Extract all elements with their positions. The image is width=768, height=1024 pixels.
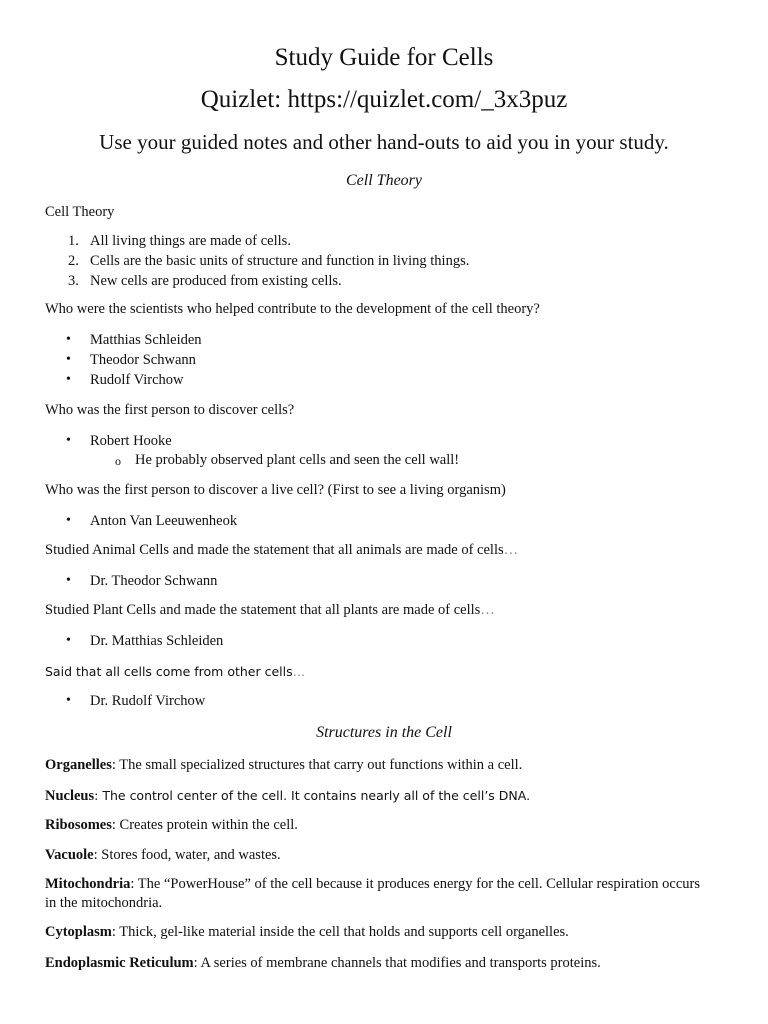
bullet-icon: • [66,352,71,367]
bullet-icon: • [66,372,71,387]
section-heading-structures: Structures in the Cell [316,724,452,741]
term-label: Organelles [45,757,112,773]
term-endoplasmic-reticulum [45,954,705,973]
bullet-icon: • [66,633,71,648]
bullet-icon: • [66,433,71,448]
list-number: 1. [68,233,79,249]
term-label: Nucleus [45,788,95,804]
cell-theory-label: Cell Theory [45,204,115,220]
list-item: Theodor Schwann [90,352,196,368]
term-definition: : A series of membrane channels that modifies and transports proteins. [193,955,601,971]
term-organelles [45,756,705,775]
term-nucleus [45,786,705,806]
term-mitochondria [45,875,705,913]
list-item: Anton Van Leeuwenheok [90,513,238,529]
bullet-icon: • [66,332,71,347]
bullet-icon: • [66,573,71,588]
question-text: Studied Animal Cells and made the statement that all animals are made of cells [45,542,504,558]
question-text: Said that all cells come from other cells [45,664,293,679]
ellipsis: … [480,602,495,618]
bullet-icon: • [66,693,71,708]
term-definition: : The control center of the cell. It contains nearly all of the cell’s DNA. [94,788,531,803]
list-item: New cells are produced from existing cells. [90,273,342,289]
term-label: Vacuole [45,847,94,863]
question-text: Studied Plant Cells and made the statement that all plants are made of cells [45,602,481,618]
list-number: 3. [68,273,79,289]
term-definition: : The “PowerHouse” of the cell because it produces energy for the cell. Cellular respiration occurs in the mitochondria. [45,876,700,911]
list-item: Robert Hooke [90,433,172,449]
list-item: All living things are made of cells. [90,233,291,249]
term-cytoplasm [45,923,705,942]
list-number: 2. [68,253,79,269]
term-definition: : Creates protein within the cell. [111,817,298,833]
term-label: Mitochondria [45,876,131,892]
section-heading-cell-theory: Cell Theory [346,172,422,189]
list-item: Matthias Schleiden [90,332,202,348]
list-item: Cells are the basic units of structure and function in living things. [90,253,470,269]
term-definition: : Thick, gel-like material inside the cell that holds and supports cell organelles. [111,924,569,940]
question-cells-from-cells [45,664,305,679]
list-item: Dr. Matthias Schleiden [90,633,224,649]
term-definition: : Stores food, water, and wastes. [93,847,281,863]
list-item: Dr. Rudolf Virchow [90,693,206,709]
ellipsis: … [292,664,306,679]
question-plant-cells [45,602,495,619]
sub-bullet-icon: o [115,454,121,468]
sub-list-item: He probably observed plant cells and seen the cell wall! [135,452,460,468]
term-label: Endoplasmic Reticulum [45,955,194,971]
term-definition: : The small specialized structures that carry out functions within a cell. [111,757,523,773]
term-label: Ribosomes [45,817,112,833]
list-item: Dr. Theodor Schwann [90,573,218,589]
term-vacuole [45,846,705,865]
question-scientists: Who were the scientists who helped contribute to the development of the cell theory? [45,301,540,317]
instruction-text: Use your guided notes and other hand-outs to aid you in your study. [99,130,669,154]
question-animal-cells [45,542,518,559]
bullet-icon: • [66,513,71,528]
term-ribosomes [45,816,705,835]
term-label: Cytoplasm [45,924,112,940]
page-title: Study Guide for Cells [274,44,494,71]
ellipsis: … [503,542,519,558]
list-item: Rudolf Virchow [90,372,184,388]
question-live-cell: Who was the first person to discover a live cell? (First to see a living organism) [45,482,506,498]
question-first-discover: Who was the first person to discover cells? [45,402,295,418]
quizlet-link[interactable]: Quizlet: https://quizlet.com/_3x3puz [200,86,568,113]
